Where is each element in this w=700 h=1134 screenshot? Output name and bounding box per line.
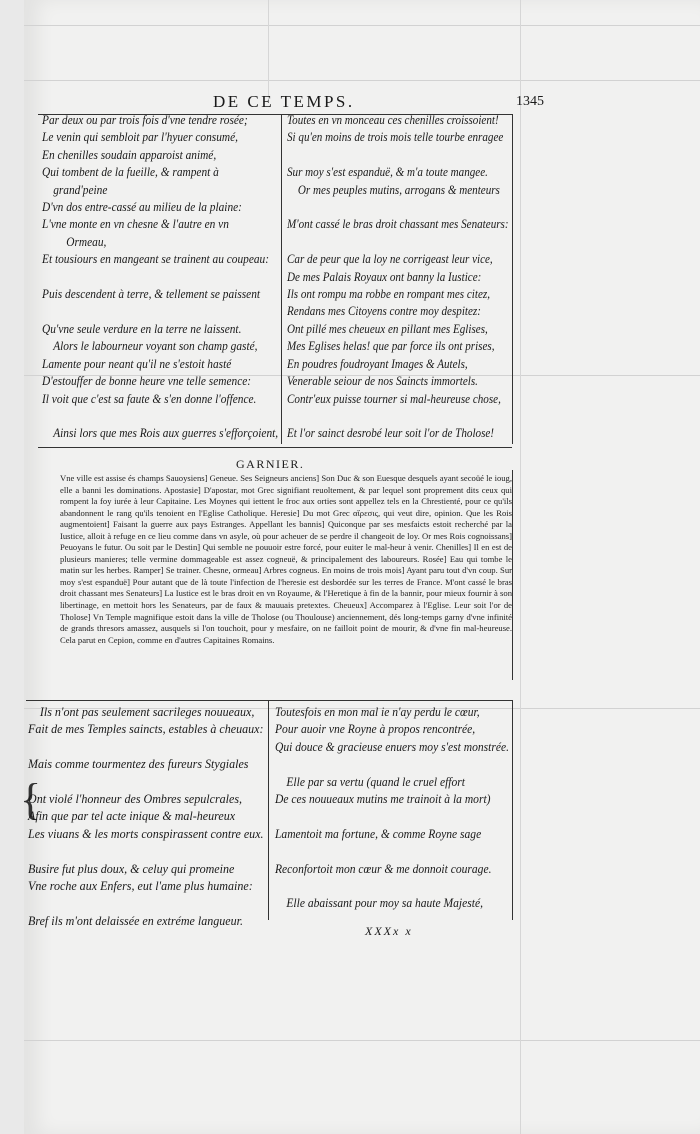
page-crease	[268, 0, 269, 100]
verse-line	[275, 843, 509, 860]
column-frame	[512, 470, 513, 680]
verse-line: L'vne monte en vn chesne & l'autre en vn	[42, 217, 229, 232]
verse-line: Mes Eglises helas! que par force ils ont prises,	[287, 339, 495, 354]
verse-line	[275, 808, 509, 825]
verse-line: Ont violé l'honneur des Ombres sepulcrales,	[28, 792, 243, 807]
verse-line: Alors le labourneur voyant son champ gasté,	[53, 339, 258, 354]
verse-line: Ils n'ont pas seulement sacrileges nouueaux,	[39, 705, 255, 719]
verse-line	[42, 269, 278, 286]
verse-line: Puis descendent à terre, & tellement se paissent	[42, 287, 261, 302]
verse-line: Par deux ou par trois fois d'vne tendre rosée;	[42, 113, 248, 127]
verse-line: Contr'eux puisse tourner si mal-heureuse chose,	[287, 391, 501, 406]
verse-column-top-left	[42, 112, 278, 443]
margin-bracket: {	[20, 775, 42, 824]
verse-column-bottom-left	[28, 704, 264, 930]
verse-line: Ormeau,	[66, 234, 107, 249]
signature-mark: XXXx x	[365, 924, 413, 938]
verse-line: Lamentoit ma fortune, & comme Royne sage	[275, 826, 482, 841]
section-title: GARNIER.	[236, 457, 305, 471]
verse-line: Busire fut plus doux, & celuy qui promeine	[28, 861, 235, 876]
verse-line	[28, 895, 264, 912]
verse-line: Sur moy s'est espanduë, & m'a toute mangee.	[287, 165, 488, 180]
verse-line: Or mes peuples mutins, arrogans & menteurs	[297, 182, 500, 197]
verse-line: Le venin qui sembloit par l'hyuer consumé,	[42, 130, 238, 145]
verse-line: Qu'vne seule verdure en la terre ne laissent.	[42, 321, 242, 336]
verse-line: Et tousiours en mangeant se trainent au coupeau:	[42, 252, 270, 267]
column-frame	[512, 114, 513, 444]
verse-line	[287, 234, 509, 251]
verse-line: Car de peur que la loy ne corrigeast leur vice,	[287, 252, 493, 267]
page-crease	[24, 25, 700, 26]
verse-line: Vne roche aux Enfers, eut l'ame plus humaine:	[28, 879, 253, 894]
verse-line: Ils ont rompu ma robbe en rompant mes citez,	[287, 287, 490, 302]
verse-line: Si qu'en moins de trois mois telle tourbe enragee	[287, 130, 504, 145]
verse-line: Reconfortoit mon cœur & me donnoit courage.	[275, 861, 492, 876]
running-head: DE CE TEMPS.	[213, 92, 355, 111]
verse-line	[28, 739, 264, 756]
commentary-text: Vne ville est assise és champs Sauoysiens] Geneue. Ses Seigneurs anciens] Son Duc & son Euesque desquels ayant secoüé le ioug, elle a banni les dominations. Apostasie] D'apostar, mot Grec signifiant reuoltement, & par lequel sont proprement dits ceux qui rompent la foy iurée à leur Capitaine. Les Moynes qui iettent le froc aux orties sont appellez tels en la Chrestienté, pour ce qu'ils abandonnent le rang qu'ils tenoient en l'Eglise Catholique. Heresie] Du mot Grec αἵρεσις, qui veut dire, opinion. Que les Rois augmentoient] Faisant la guerre aux pays Estranges. Appellant les bannis] Quiconque par ses mesfaicts estoit recherché par la Iustice, alloit à refuge en ce lieu comme dans vn asyle, où pour acheuer de se perdre il changeoit de loy. Or mes Rois cognoissans] Peuoyans le futur. Ou soit par le Destin] Qui semble ne pouuoir estre forcé, pour euiter le mal-heur à venir. Chenilles] Il en est de plusieurs manieres; telle vermine dommageable est assez cogneuë, & principalement des laboureurs. Rosée] Eau qui tombe le matin sur les herbes. Ramper] Se trainer. Chesne, ormeau] Arbres cogneus. En moins de trois mois] Ayant paru tout d'vn coup. Sur moy s'est espanduë] Pour autant que de là toute l'infection de l'heresie est desbordée sur les terres de France. M'ont cassé le bras droit chassant mes Senateurs] La Iustice est le bras droit en vn Royaume, & l'Heretique à fin de la bannir, pour mieux fournir à son libertinage, en mettoit hors les Senateurs, par de faux & mauuais pretextes. Cheueux] Accomparez à l'Eglise. Leur soit l'or de Tholose] Vn Temple magnifique estoit dans la ville de Tholose (ou Thoulouse) anciennement, dés long-temps garny d'vne infinité de grands thresors amassez, ausquels si l'on touchoit, pour y mesfaire, on ne failloit point de mourir, & d'vne fin mal-heureuse. Cela parut en Cepion, comme en d'autres Capitaines Romains.	[60, 473, 512, 645]
verse-line: Elle par sa vertu (quand le cruel effort	[286, 774, 465, 789]
verse-line: Afin que par tel acte inique & mal-heureux	[28, 809, 236, 824]
verse-column-top-right	[287, 112, 509, 443]
verse-column-bottom-right	[275, 704, 509, 913]
verse-line: En poudres foudroyant Images & Autels,	[287, 356, 468, 371]
verse-line: Qui douce & gracieuse enuers moy s'est monstrée.	[275, 739, 509, 754]
verse-rule	[26, 700, 512, 701]
page-crease	[520, 0, 521, 1134]
verse-line: Elle abaissant pour moy sa haute Majesté,	[286, 896, 483, 911]
verse-line	[287, 147, 509, 164]
verse-line	[275, 878, 509, 895]
verse-line: Ainsi lors que mes Rois aux guerres s'efforçoient,	[53, 426, 279, 441]
verse-line	[287, 408, 509, 425]
verse-line: Rendans mes Citoyens contre moy despitez:	[287, 304, 481, 319]
verse-line: De mes Palais Royaux ont banny la Iustice:	[287, 269, 482, 284]
verse-line	[28, 774, 264, 791]
verse-line: Toutesfois en mon mal ie n'ay perdu le cœur,	[275, 705, 480, 719]
verse-line: Toutes en vn monceau ces chenilles croissoient!	[287, 113, 499, 127]
verse-line: Et l'or sainct desrobé leur soit l'or de Tholose!	[287, 426, 495, 441]
verse-line	[28, 843, 264, 860]
verse-line: D'vn dos entre-cassé au milieu de la plaine:	[42, 200, 242, 215]
page-crease	[24, 80, 700, 81]
verse-line: Pour auoir vne Royne à propos rencontrée,	[275, 722, 476, 737]
column-divider	[281, 114, 282, 444]
verse-line: grand'peine	[53, 182, 108, 197]
verse-line: En chenilles soudain apparoist animé,	[42, 147, 217, 162]
verse-line: Lamente pour neant qu'il ne s'estoit hasté	[42, 356, 232, 371]
commentary-block	[60, 473, 512, 646]
verse-line	[42, 303, 278, 320]
verse-line: M'ont cassé le bras droit chassant mes Senateurs:	[287, 217, 509, 232]
page-crease	[24, 1040, 700, 1041]
verse-line: De ces nouueaux mutins me trainoit à la mort)	[275, 792, 491, 807]
column-divider	[268, 700, 269, 920]
verse-line	[287, 199, 509, 216]
verse-line	[275, 756, 509, 773]
verse-line: Venerable seiour de nos Saincts immortels.	[287, 374, 478, 389]
verse-line: Qui tombent de la fueille, & rampent à	[42, 165, 219, 180]
verse-rule	[38, 447, 512, 448]
verse-line	[42, 408, 278, 425]
verse-line: Bref ils m'ont delaissée en extréme langueur.	[28, 913, 244, 928]
verse-line: Ont pillé mes cheueux en pillant mes Eglises,	[287, 321, 488, 336]
page-number: 1345	[516, 94, 544, 109]
verse-line: Fait de mes Temples saincts, estables à cheuaux:	[28, 722, 264, 737]
verse-line: D'estouffer de bonne heure vne telle semence:	[42, 374, 252, 389]
column-frame	[512, 700, 513, 920]
verse-line: Les viuans & les morts conspirassent contre eux.	[28, 826, 264, 841]
verse-line: Mais comme tourmentez des fureurs Stygiales	[28, 757, 249, 772]
verse-line: Il voit que c'est sa faute & s'en donne l'offence.	[42, 391, 257, 406]
